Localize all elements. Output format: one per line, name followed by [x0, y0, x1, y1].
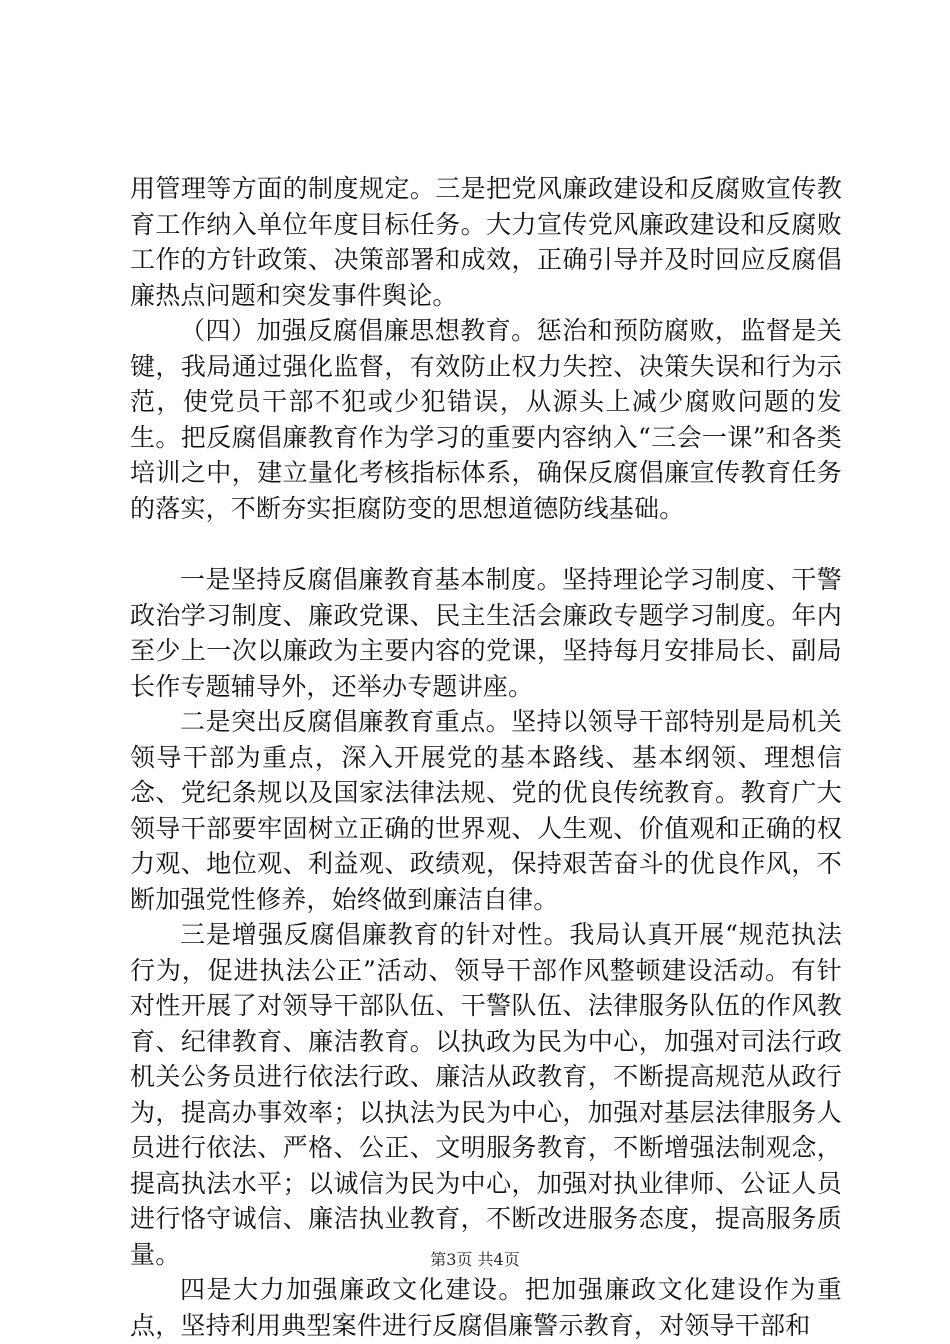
paragraph-point-two: 二是突出反腐倡廉教育重点。坚持以领导干部特别是局机关领导干部为重点，深入开展党的基本路线、基本纲领、理想信念、党纪条规以及国家法律法规、党的优良传统教育。教育广大领导干部要牢固树立正确的世界观、人生观、价值观和正确的权力观、地位观、利益观、政绩观，保持艰苦奋斗的优良作风，不断加强党性修养，始终做到廉洁自律。: [130, 707, 842, 914]
paragraph-point-one: 一是坚持反腐倡廉教育基本制度。坚持理论学习制度、干警政治学习制度、廉政党课、民主生活会廉政专题学习制度。年内至少上一次以廉政为主要内容的党课，坚持每月安排局长、副局长作专题辅导外，还举办专题讲座。: [130, 565, 842, 701]
paragraph-point-four: 四是大力加强廉政文化建设。把加强廉政文化建设作为重点，坚持利用典型案件进行反腐倡廉警示教育，对领导干部和: [130, 1275, 842, 1340]
paragraph-gap: [130, 526, 842, 562]
page-number-footer: 第3页 共4页: [430, 1250, 520, 1269]
paragraph-point-three: 三是增强反腐倡廉教育的针对性。我局认真开展“规范执法行为，促进执法公正”活动、领导干部作风整顿建设活动。有针对性开展了对领导干部队伍、干警队伍、法律服务队伍的作风教育、纪律教育、廉洁教育。以执政为民为中心，加强对司法行政机关公务员进行依法行政、廉洁从政教育，不断提高规范从政行为，提高办事效率；以执法为民为中心，加强对基层法律服务人员进行依法、严格、公正、文明服务教育，不断增强法制观念，提高执法水平；以诚信为民为中心，加强对执业律师、公证人员进行恪守诚信、廉洁执业教育，不断改进服务态度，提高服务质量。: [130, 920, 842, 1269]
paragraph-continuation: 用管理等方面的制度规定。三是把党风廉政建设和反腐败宣传教育工作纳入单位年度目标任务。大力宣传党风廉政建设和反腐败工作的方针政策、决策部署和成效，正确引导并及时回应反腐倡廉热点问题和突发事件舆论。: [130, 174, 842, 310]
paragraph-section-four: （四）加强反腐倡廉思想教育。惩治和预防腐败，监督是关键，我局通过强化监督，有效防止权力失控、决策失误和行为示范，使党员干部不犯或少犯错误，从源头上减少腐败问题的发生。把反腐倡廉教育作为学习的重要内容纳入“三会一课”和各类培训之中，建立量化考核指标体系，确保反腐倡廉宣传教育任务的落实，不断夯实拒腐防变的思想道德防线基础。: [130, 316, 842, 523]
document-body: [130, 171, 842, 1343]
